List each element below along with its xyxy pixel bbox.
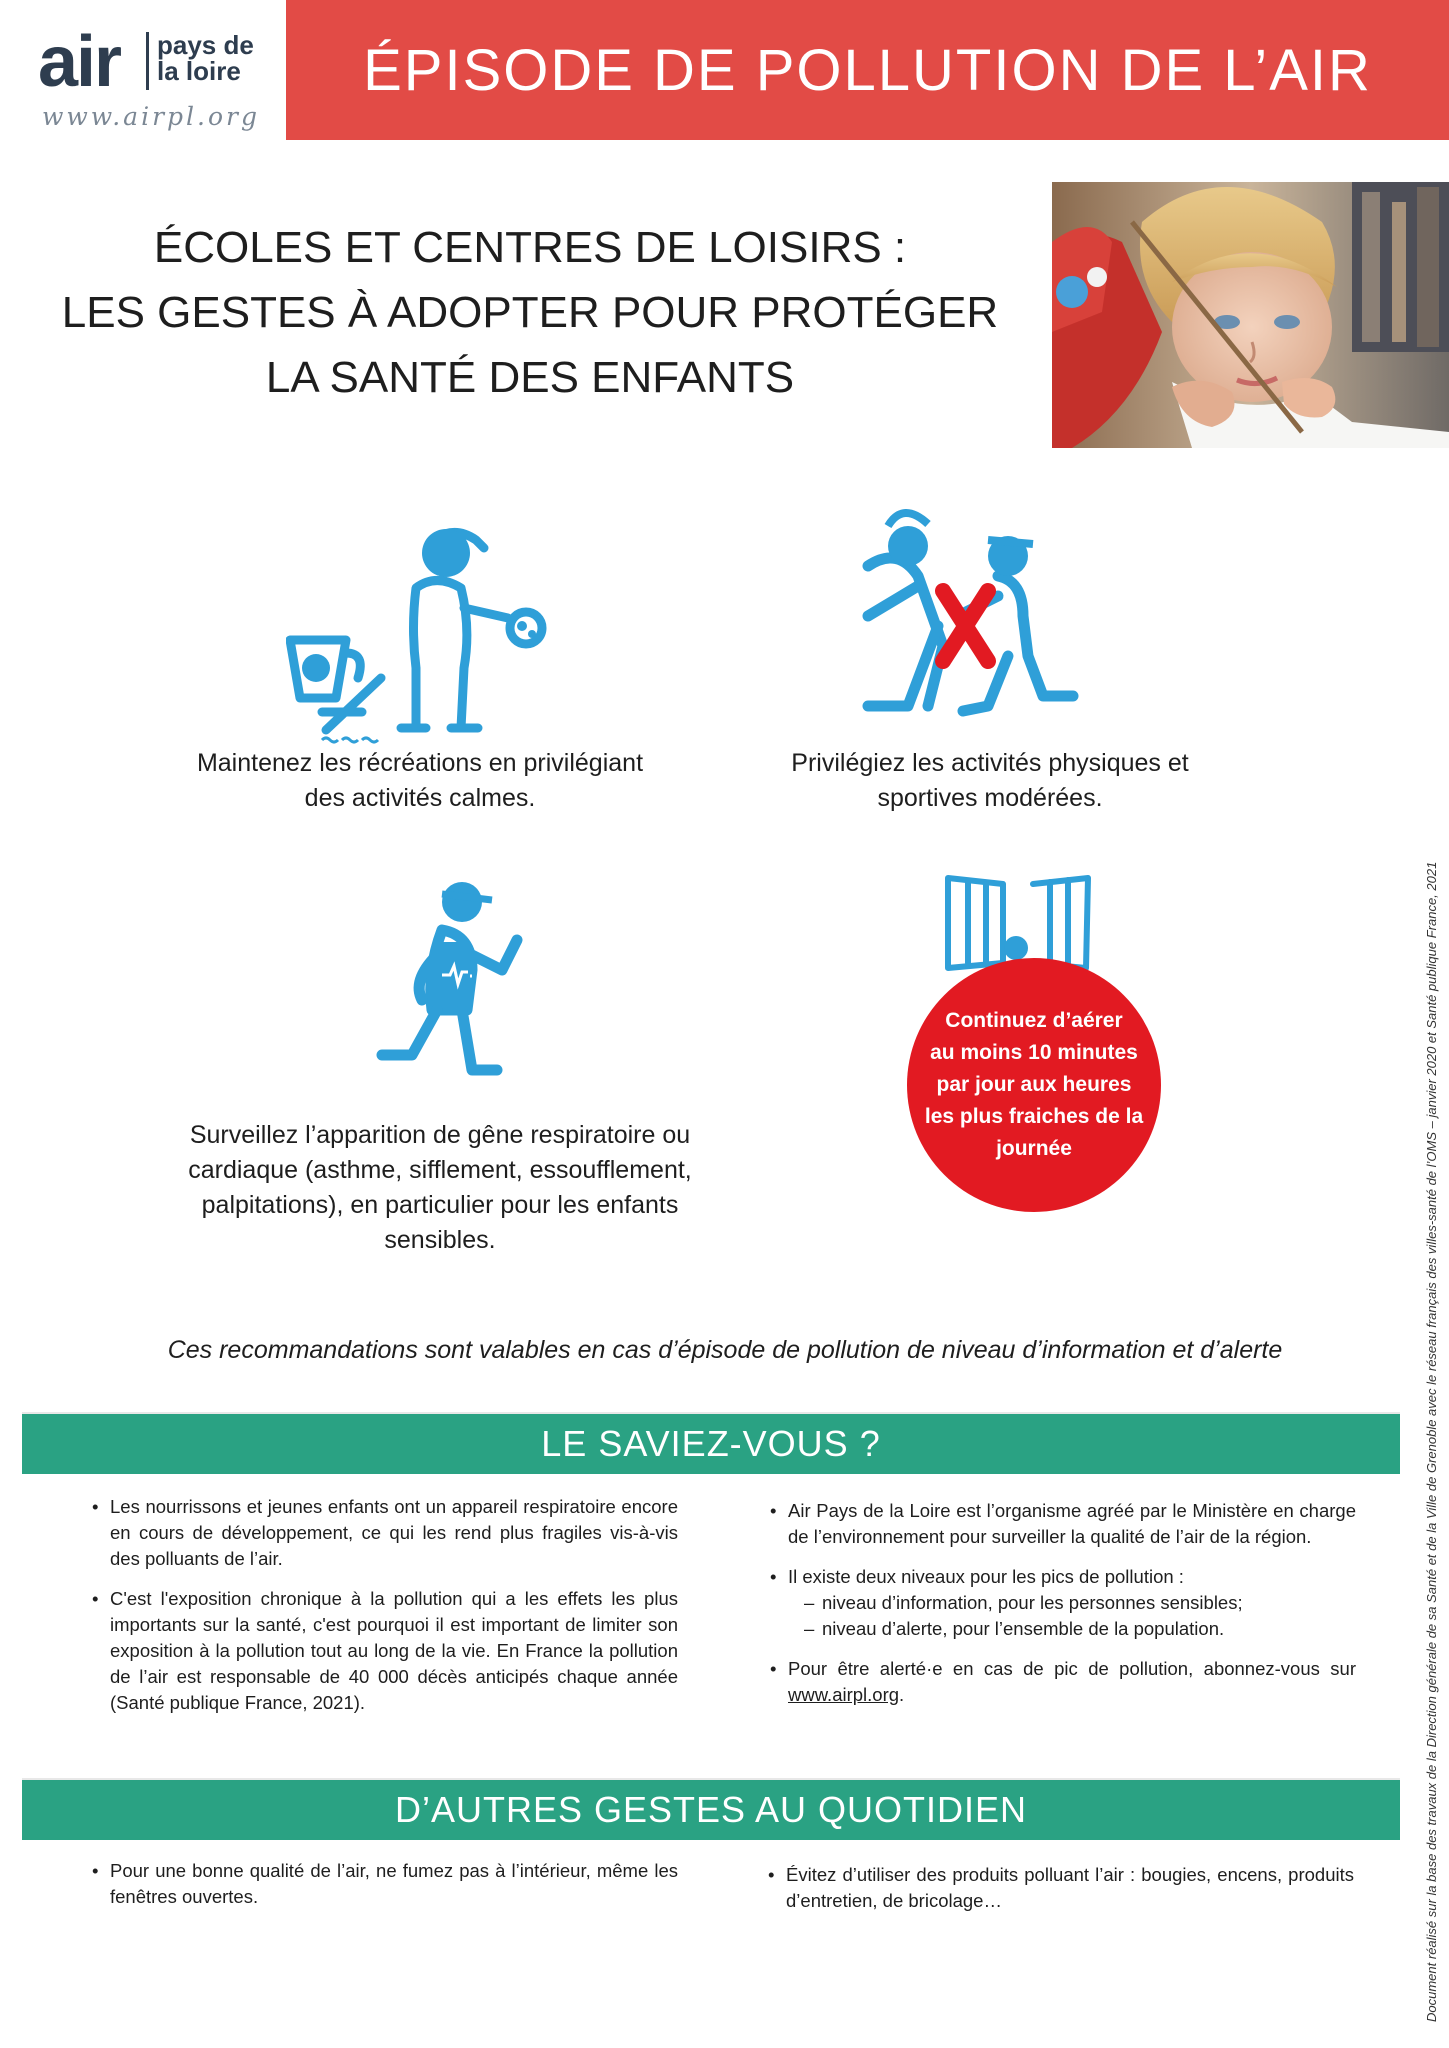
level-alert: – niveau d’alerte, pour l’ensemble de la population. bbox=[804, 1616, 1356, 1642]
title-line-1: ÉCOLES ET CENTRES DE LOISIRS : bbox=[153, 223, 907, 272]
fact-air-pays-de-la-loire: • Air Pays de la Loire est l’organisme agréé par le Ministère en charge de l’environnement pour surveiller la qualité de l’air de la région. bbox=[770, 1498, 1356, 1550]
tip-no-smoking: • Pour une bonne qualité de l’air, ne fumez pas à l’intérieur, même les fenêtres ouvertes. bbox=[92, 1858, 678, 1910]
title-line-2: LES GESTES À ADOPTER POUR PROTÉGER bbox=[61, 288, 999, 337]
aeration-line-1: Continuez d’aérer bbox=[945, 1009, 1123, 1032]
aeration-line-5: journée bbox=[996, 1137, 1072, 1160]
saviez-vous-right-column bbox=[770, 1498, 1356, 1722]
subscribe-end: . bbox=[899, 1684, 905, 1705]
subscribe-text: Pour être alerté·e en cas de pic de pollution, abonnez-vous sur bbox=[788, 1658, 1356, 1679]
autres-gestes-banner bbox=[22, 1778, 1400, 1840]
autres-gestes-left-column bbox=[92, 1858, 678, 1924]
saviez-vous-title: LE SAVIEZ-VOUS ? bbox=[541, 1423, 881, 1464]
airpl-link[interactable]: www.airpl.org bbox=[788, 1684, 900, 1705]
logo-url: www.airpl.org bbox=[42, 102, 260, 131]
air-pays-de-la-loire-logo bbox=[38, 22, 278, 131]
page-title bbox=[60, 215, 1000, 410]
header-banner bbox=[286, 0, 1449, 140]
moderate-sports-caption bbox=[720, 746, 1260, 816]
saviez-vous-banner bbox=[22, 1412, 1400, 1474]
fact-subscribe bbox=[770, 1656, 1356, 1708]
respiratory-monitoring-illustration bbox=[372, 880, 532, 1080]
monitor-caption-line-4: sensibles. bbox=[384, 1226, 496, 1254]
logo-region-line2: la loire bbox=[157, 56, 241, 86]
monitor-caption-line-1: Surveillez l’apparition de gêne respiratoire ou bbox=[189, 1121, 691, 1149]
aeration-line-4: les plus fraiches de la bbox=[924, 1105, 1144, 1128]
autres-gestes-right-column bbox=[768, 1862, 1354, 1928]
banner-title: ÉPISODE DE POLLUTION DE L’AIR bbox=[363, 37, 1372, 103]
monitor-caption-line-2: cardiaque (asthme, sifflement, essoufflement, bbox=[188, 1156, 692, 1184]
child-drawing-photo bbox=[1052, 182, 1449, 448]
aeration-circle bbox=[907, 958, 1161, 1212]
moderate-caption-line-1: Privilégiez les activités physiques et bbox=[791, 749, 1189, 777]
monitor-caption-line-3: palpitations), en particulier pour les enfants bbox=[201, 1191, 679, 1219]
calm-caption-line-1: Maintenez les récréations en privilégiant bbox=[196, 749, 644, 777]
validity-note: Ces recommandations sont valables en cas d’épisode de pollution de niveau d’information et d’alerte bbox=[167, 1336, 1283, 1364]
moderate-caption-line-2: sportives modérées. bbox=[877, 784, 1103, 812]
calm-caption-line-2: des activités calmes. bbox=[304, 784, 536, 812]
aeration-text bbox=[925, 1005, 1143, 1165]
saviez-vous-left-column bbox=[92, 1494, 678, 1730]
levels-list bbox=[788, 1590, 1356, 1642]
autres-gestes-title: D’AUTRES GESTES AU QUOTIDIEN bbox=[394, 1789, 1028, 1830]
tip-avoid-polluting-products: • Évitez d’utiliser des produits polluant l’air : bougies, encens, produits d’entretien, de bricolage… bbox=[768, 1862, 1354, 1914]
calm-activities-caption bbox=[140, 746, 700, 816]
levels-intro: • Il existe deux niveaux pour les pics de pollution : bbox=[788, 1566, 1184, 1587]
moderate-sports-illustration bbox=[848, 506, 1098, 736]
fact-chronic-exposure: • C'est l'exposition chronique à la pollution qui a les effets les plus importants sur la santé, c'est pourquoi il est important de limiter son exposition à la pollution tout au long de la vie. En France la pollution de l’air est responsable de 40 000 décès anticipés chaque année (Santé publique France, 2021). bbox=[92, 1586, 678, 1716]
logo-region-line1: pays de bbox=[157, 30, 254, 60]
logo-word: air bbox=[38, 22, 121, 102]
level-information: – niveau d’information, pour les personnes sensibles; bbox=[804, 1590, 1356, 1616]
aeration-line-2: au moins 10 minutes bbox=[930, 1041, 1138, 1064]
side-credit: Document réalisé sur la base des travaux de la Direction générale de sa Santé et de la Ville de Grenoble avec le réseau français des villes-santé de l’OMS – janvier 2020 et Santé publique France, 2021 bbox=[1424, 861, 1439, 2022]
fact-pollution-levels bbox=[770, 1564, 1356, 1642]
calm-activities-illustration bbox=[286, 518, 548, 748]
respiratory-monitoring-caption bbox=[140, 1118, 740, 1258]
logo-region bbox=[146, 32, 254, 90]
aeration-line-3: par jour aux heures bbox=[936, 1073, 1132, 1096]
title-line-3: LA SANTÉ DES ENFANTS bbox=[265, 353, 795, 402]
fact-infants: • Les nourrissons et jeunes enfants ont un appareil respiratoire encore en cours de développement, ce qui les rend plus fragiles vis-à-vis des polluants de l’air. bbox=[92, 1494, 678, 1572]
